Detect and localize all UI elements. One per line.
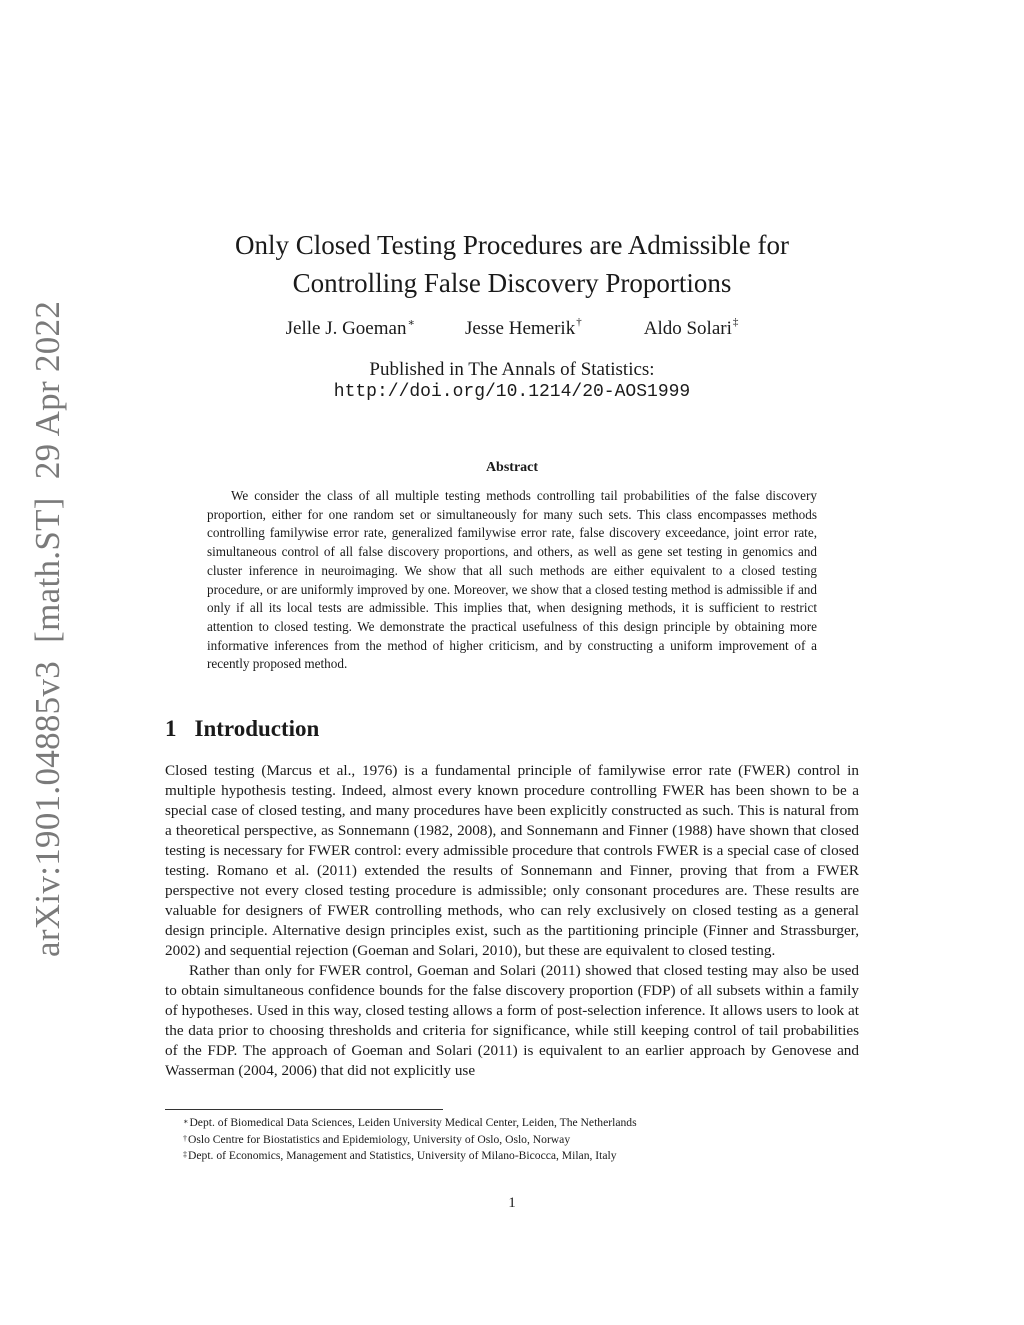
title-line-2: Controlling False Discovery Proportions — [292, 268, 732, 298]
footnote-mark: † — [183, 1133, 187, 1143]
author-solari — [644, 318, 739, 340]
section-number: 1 — [165, 716, 177, 741]
page-number: 1 — [508, 1195, 516, 1211]
abstract-text: We consider the class of all multiple testing methods controlling tail probabilities of the false discovery proportion, either for one random set or simultaneously for many such sets. This class encompasses methods controlling familywise error rate, generalized familywise error rate, false discovery exceedance, joint error rate, simultaneous control of all false discovery proportions, and others, as well as gene set testing in genomics and cluster inference in neuroimaging. We show that all such methods are either equivalent to a closed testing procedure, or are uniformly improved by one. Moreover, we show that a closed testing method is admissible if and only if all its local tests are admissible. This implies that, when designing methods, it is sufficient to restrict attention to closed testing. We demonstrate the practical usefulness of this design principle by obtaining more informative inferences from the method of higher criticism, and by constructing a uniform improvement of a recently proposed method. — [207, 488, 817, 672]
author-name: Jelle J. Goeman — [285, 318, 407, 339]
footnotes — [165, 1115, 859, 1165]
footnote-text: Dept. of Biomedical Data Sciences, Leiden University Medical Center, Leiden, The Netherlands — [189, 1116, 637, 1129]
author-name: Aldo Solari — [643, 318, 732, 339]
footnote-1 — [165, 1115, 859, 1132]
paper-title — [165, 226, 859, 302]
publication-note — [165, 359, 859, 403]
published-line: Published in The Annals of Statistics: — [369, 359, 655, 380]
footnote-3 — [165, 1148, 859, 1165]
footnote-mark: ∗ — [183, 1117, 189, 1126]
intro-paragraph-2: Rather than only for FWER control, Goeman and Solari (2011) showed that closed testing may also be used to obtain simultaneous confidence bounds for the false discovery proportion (FDP) of all subsets within a family of hypotheses. Used in this way, closed testing allows a form of post-selection inference. It allows users to look at the data prior to choosing thresholds and criteria for significance, while still keeping control of tail probabilities of the FDP. The approach of Goeman and Solari (2011) is equivalent to an earlier approach by Genovese and Wasserman (2004, 2006) that did not explicitly use — [165, 962, 859, 1079]
footnote-divider — [165, 1109, 443, 1110]
section-heading — [165, 716, 319, 742]
footnote-2 — [165, 1132, 859, 1149]
footnote-text: Oslo Centre for Biostatistics and Epidemiology, University of Oslo, Oslo, Norway — [188, 1132, 571, 1146]
author-list — [165, 318, 859, 340]
author-goeman — [286, 318, 415, 340]
author-name: Jesse Hemerik — [464, 318, 576, 339]
section-title: Introduction — [194, 716, 320, 741]
arxiv-identifier: arXiv:1901.04885v3 [math.ST] 29 Apr 2022 — [28, 300, 67, 957]
affiliation-mark: ∗ — [407, 317, 415, 329]
author-hemerik — [465, 318, 582, 340]
affiliation-mark: ‡ — [732, 316, 739, 328]
affiliation-mark: † — [576, 316, 582, 328]
abstract-heading: Abstract — [485, 460, 539, 475]
doi-link[interactable]: http://doi.org/10.1214/20-AOS1999 — [333, 382, 691, 402]
footnote-mark: ‡ — [183, 1150, 187, 1160]
title-line-1: Only Closed Testing Procedures are Admissible for — [234, 230, 790, 260]
introduction-body — [165, 761, 859, 1081]
intro-paragraph-1: Closed testing (Marcus et al., 1976) is a fundamental principle of familywise error rate (FWER) control in multiple hypothesis testing. Indeed, almost every known procedure controlling FWER has been shown to be a special case of closed testing, and many procedures have been explicitly constructed as such. This is natural from a theoretical perspective, as Sonnemann (1982, 2008), and Sonnemann and Finner (1988) have shown that closed testing is necessary for FWER control: every admissible procedure that controls FWER is a special case of closed testing. Romano et al. (2011) extended the results of Sonnemann and Finner, proving that from a FWER perspective not every closed testing procedure is admissible; only consonant procedures are. These results are valuable for designers of FWER controlling methods, who can rely exclusively on closed testing as a general design principle. Alternative design principles exist, such as the partitioning principle (Finner and Strassburger, 2002) and sequential rejection (Goeman and Solari, 2010), but these are equivalent to closed testing. — [165, 762, 859, 959]
footnote-text: Dept. of Economics, Management and Statistics, University of Milano-Bicocca, Milan, Italy — [188, 1149, 617, 1163]
